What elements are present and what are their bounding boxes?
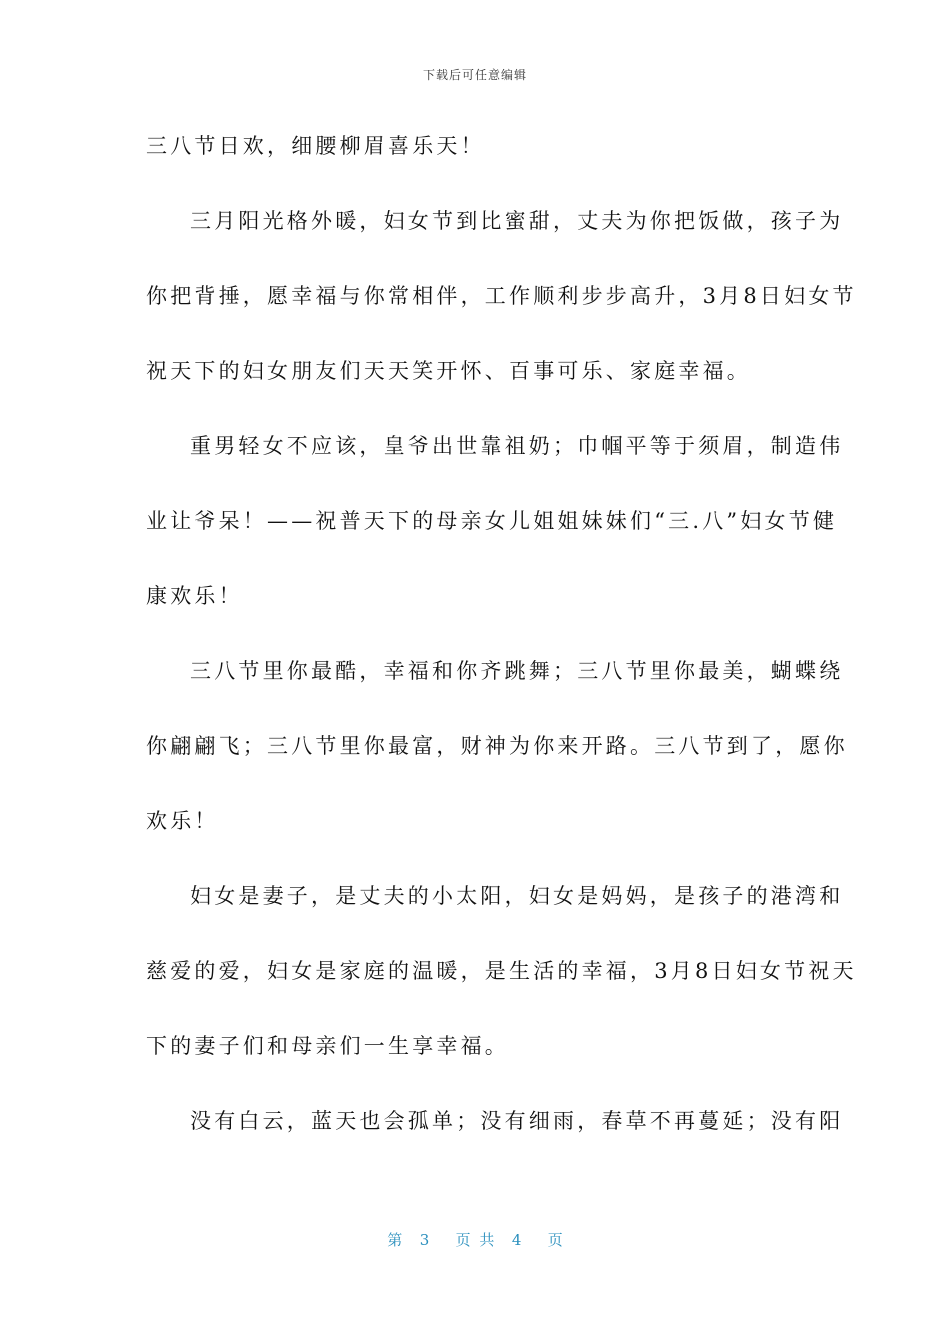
text-line: 下的妻子们和母亲们一生享幸福。	[146, 1034, 509, 1058]
text-line: 业让爷呆！——祝普天下的母亲女儿姐姐妹妹们“三.八”妇女节健	[146, 509, 838, 533]
text-line: 祝天下的妇女朋友们天天笑开怀、百事可乐、家庭幸福。	[146, 359, 751, 383]
text-line: 你把背捶，愿幸福与你常相伴，工作顺利步步高升，3月8日妇女节	[146, 284, 857, 308]
text-line: 没有白云，蓝天也会孤单；没有细雨，春草不再蔓延；没有阳	[190, 1109, 844, 1133]
page-number-footer: 第 3 页 共 4 页	[387, 1231, 563, 1249]
document-body	[146, 120, 857, 1170]
text-line: 欢乐！	[146, 809, 219, 833]
text-line: 妇女是妻子，是丈夫的小太阳，妇女是妈妈，是孩子的港湾和	[190, 884, 844, 908]
text-line: 三八节里你最酷，幸福和你齐跳舞；三八节里你最美，蝴蝶绕	[190, 659, 844, 683]
page-header-note: 下载后可任意编辑	[422, 68, 527, 82]
text-line: 慈爱的爱，妇女是家庭的温暖，是生活的幸福，3月8日妇女节祝天	[146, 959, 857, 983]
text-line: 康欢乐！	[146, 584, 243, 608]
text-line: 三八节日欢，细腰柳眉喜乐天！	[146, 134, 485, 158]
text-line: 你翩翩飞；三八节里你最富，财神为你来开路。三八节到了，愿你	[146, 734, 848, 758]
text-line: 重男轻女不应该，皇爷出世靠祖奶；巾帼平等于须眉，制造伟	[190, 434, 844, 458]
text-line: 三月阳光格外暖，妇女节到比蜜甜，丈夫为你把饭做，孩子为	[190, 209, 844, 233]
